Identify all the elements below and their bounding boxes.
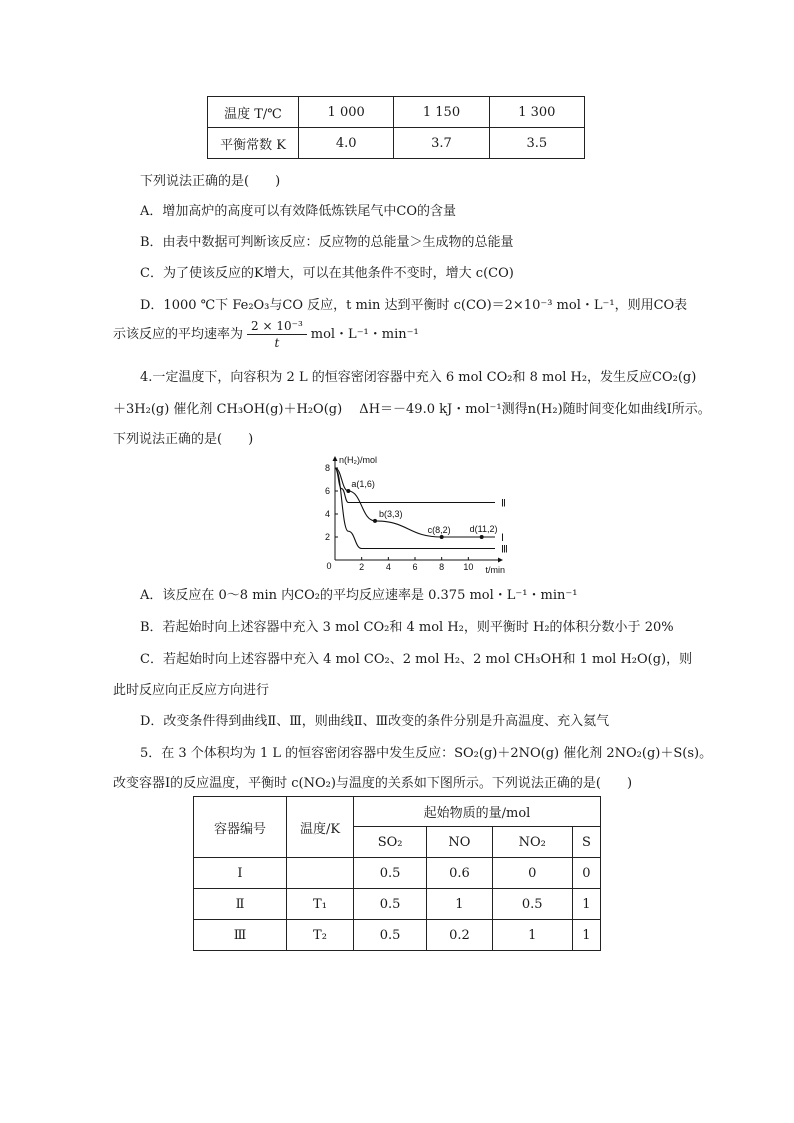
q3-option-c: C．为了使该反应的K增大，可以在其他条件不变时，增大 c(CO): [140, 266, 514, 281]
col-so2: SO₂: [354, 827, 427, 858]
col-s: S: [572, 827, 600, 858]
q5-line2: 改变容器Ⅰ的反应温度，平衡时 c(NO₂)与温度的关系如下图所示。下列说法正确的是( ): [113, 776, 633, 791]
equilibrium-constant-table: [207, 96, 585, 159]
series-label: Ⅲ: [501, 544, 508, 556]
table-row: [194, 889, 601, 920]
table1-cell: 3.7: [394, 128, 489, 159]
origin-label: 0: [326, 561, 332, 571]
rate-fraction: [247, 318, 307, 351]
q3-option-a: A．增加高炉的高度可以有效降低炼铁尾气中CO的含量: [140, 204, 456, 219]
row-val: 1: [492, 920, 572, 951]
table1-cell: 1 150: [394, 97, 489, 128]
col-no: NO: [427, 827, 492, 858]
q4-line3: 下列说法正确的是( ): [113, 432, 254, 447]
col-no2: NO₂: [492, 827, 572, 858]
header-start-amount: 起始物质的量/mol: [354, 797, 601, 827]
table-row: [194, 858, 601, 889]
data-point-label: d(11,2): [469, 524, 498, 534]
x-tick-label: 6: [412, 562, 418, 572]
q3-option-d-line2: [113, 318, 419, 351]
q4-option-c-line2: 此时反应向正反应方向进行: [113, 683, 270, 698]
row-val: 0.2: [427, 920, 492, 951]
data-point: [480, 535, 484, 539]
y-tick-label: 2: [324, 532, 330, 542]
table1-header-k: 平衡常数 K: [208, 128, 299, 159]
y-axis-label: n(H₂)/mol: [339, 455, 377, 465]
container-table: [193, 796, 601, 951]
series-label: Ⅰ: [501, 533, 504, 544]
row-val: 0.5: [354, 889, 427, 920]
table-row: [194, 920, 601, 951]
q4-line1: 4.一定温度下，向容积为 2 L 的恒容密闭容器中充入 6 mol CO₂和 8 mol H₂，发生反应CO₂(g): [140, 370, 697, 385]
y-axis-arrow: [333, 456, 338, 461]
data-point: [440, 535, 444, 539]
row-val: 1: [427, 889, 492, 920]
q3-d-text-pre: 示该反应的平均速率为: [113, 327, 244, 342]
row-val: 1: [572, 920, 600, 951]
q4-option-c-line1: C．若起始时向上述容器中充入 4 mol CO₂、2 mol H₂、2 mol CH₃OH和 1 mol H₂O(g)，则: [140, 652, 693, 667]
h2-time-chart: [318, 453, 508, 575]
row-temp: T₁: [287, 889, 354, 920]
fraction-denominator: t: [274, 336, 280, 350]
table1-cell: 4.0: [299, 128, 394, 159]
q3-option-b: B．由表中数据可判断该反应：反应物的总能量＞生成物的总能量: [140, 235, 514, 250]
table1-cell: 1 000: [299, 97, 394, 128]
row-temp: [287, 858, 354, 889]
x-axis-arrow: [498, 558, 503, 563]
series-label: Ⅱ: [501, 498, 506, 510]
row-val: 0.5: [354, 858, 427, 889]
q4-option-a: A．该反应在 0～8 min 内CO₂的平均反应速率是 0.375 mol・L⁻¹・min⁻¹: [140, 588, 578, 603]
row-id: Ⅱ: [194, 889, 287, 920]
header-container-id: 容器编号: [194, 797, 287, 858]
data-point-label: c(8,2): [427, 525, 451, 535]
row-id: Ⅲ: [194, 920, 287, 951]
header-temperature: 温度/K: [287, 797, 354, 858]
fraction-numerator: 2 × 10⁻³: [247, 318, 307, 335]
row-val: 0.5: [354, 920, 427, 951]
y-tick-label: 8: [324, 463, 330, 473]
data-point: [346, 489, 350, 493]
data-point-label: a(1,6): [351, 479, 375, 489]
row-val: 0: [492, 858, 572, 889]
q3-option-d-line1: D．1000 ℃下 Fe₂O₃与CO 反应，t min 达到平衡时 c(CO)＝2×10⁻³ mol・L⁻¹，则用CO表: [140, 298, 688, 313]
q4-option-d: D．改变条件得到曲线Ⅱ、Ⅲ，则曲线Ⅱ、Ⅲ改变的条件分别是升高温度、充入氦气: [140, 714, 610, 729]
q4-option-b: B．若起始时向上述容器中充入 3 mol CO₂和 4 mol H₂，则平衡时 H₂的体积分数小于 20%: [140, 620, 674, 635]
x-tick-label: 10: [463, 562, 474, 572]
table1-cell: 3.5: [489, 128, 584, 159]
x-tick-label: 4: [385, 562, 391, 572]
x-axis-label: t/min: [485, 565, 505, 575]
table1-cell: 1 300: [489, 97, 584, 128]
x-tick-label: 2: [359, 562, 365, 572]
q3-stem: 下列说法正确的是( ): [140, 174, 281, 189]
q5-line1: 5．在 3 个体积均为 1 L 的恒容密闭容器中发生反应：SO₂(g)＋2NO(g) 催化剂 2NO₂(g)＋S(s)。: [140, 746, 713, 761]
q4-line2: ＋3H₂(g) 催化剂 CH₃OH(g)＋H₂O(g) ΔH＝－49.0 kJ・mol⁻¹测得n(H₂)随时间变化如曲线Ⅰ所示。: [113, 402, 711, 417]
y-tick-label: 4: [324, 509, 330, 519]
row-val: 0.5: [492, 889, 572, 920]
data-point-label: b(3,3): [379, 508, 403, 519]
row-temp: T₂: [287, 920, 354, 951]
row-val: 0.6: [427, 858, 492, 889]
table1-header-temp: 温度 T/℃: [208, 97, 299, 128]
y-tick-label: 6: [324, 486, 330, 496]
x-tick-label: 8: [439, 562, 445, 572]
row-val: 1: [572, 889, 600, 920]
q3-d-text-post: mol・L⁻¹・min⁻¹: [310, 327, 419, 342]
row-val: 0: [572, 858, 600, 889]
data-point: [373, 519, 377, 523]
row-id: Ⅰ: [194, 858, 287, 889]
